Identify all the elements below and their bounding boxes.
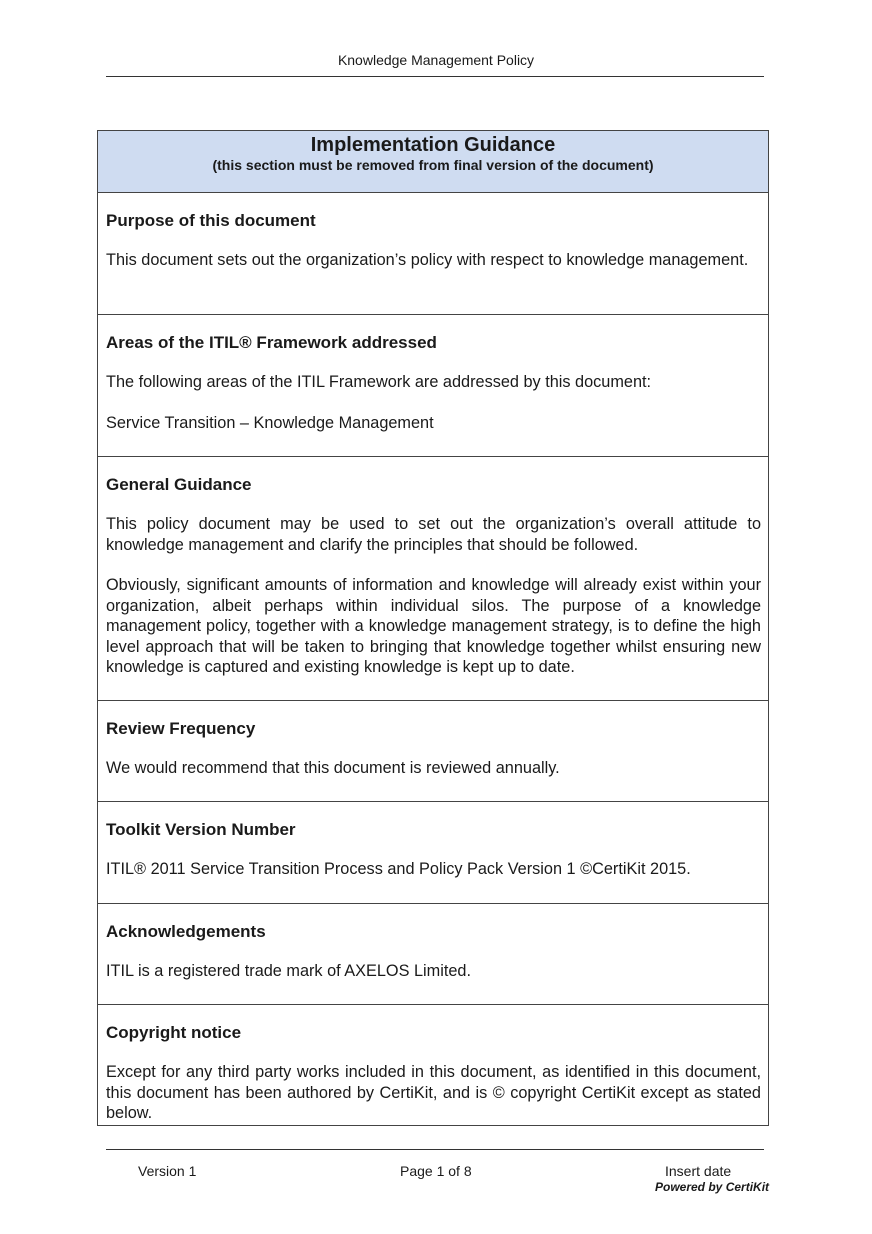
section-paragraph: ITIL is a registered trade mark of AXELOS Limited.	[106, 962, 471, 980]
section-toolkit-version	[98, 802, 768, 904]
guidance-header	[98, 131, 768, 193]
section-review-frequency	[98, 701, 768, 802]
section-paragraph: The following areas of the ITIL Framework are addressed by this document:	[106, 373, 652, 391]
section-heading: Review Frequency	[106, 719, 256, 738]
section-acknowledgements	[98, 904, 768, 1005]
document-header-title: Knowledge Management Policy	[337, 52, 535, 68]
guidance-title: Implementation Guidance	[310, 134, 556, 156]
header-divider	[106, 76, 764, 77]
footer-date: Insert date	[665, 1163, 732, 1179]
section-paragraph: Except for any third party works included in this document, as identified in this document, this document has been authored by CertiKit, and is © copyright CertiKit except as stated below.	[106, 1063, 761, 1122]
section-paragraph: Obviously, significant amounts of information and knowledge will already exist within your organization, albeit perhaps within individual silos. The purpose of a knowledge management policy, together with a knowledge management strategy, is to define the high level approach that will be taken to bringing that knowledge together whilst ensuring new knowledge is captured and existing knowledge is kept up to date.	[106, 576, 761, 676]
section-general-guidance	[98, 457, 768, 701]
footer-powered-by: Powered by CertiKit	[655, 1180, 770, 1194]
section-heading: Areas of the ITIL® Framework addressed	[106, 333, 437, 352]
footer-version: Version 1	[138, 1163, 197, 1179]
section-paragraph: This policy document may be used to set out the organization’s overall attitude to knowledge management and clarify the principles that should be followed.	[106, 515, 761, 554]
footer-divider	[106, 1149, 764, 1150]
section-paragraph: This document sets out the organization’s policy with respect to knowledge management.	[106, 251, 749, 269]
guidance-subtitle: (this section must be removed from final version of the document)	[212, 157, 654, 173]
section-heading: Toolkit Version Number	[106, 820, 296, 839]
section-itil-areas	[98, 315, 768, 457]
section-heading: Acknowledgements	[106, 922, 266, 941]
implementation-guidance-box	[97, 130, 769, 1126]
footer-page-number: Page 1 of 8	[400, 1163, 472, 1179]
section-paragraph: Service Transition – Knowledge Management	[106, 413, 434, 432]
section-heading: General Guidance	[106, 475, 252, 494]
section-purpose	[98, 193, 768, 315]
section-heading: Purpose of this document	[106, 211, 316, 230]
section-paragraph: ITIL® 2011 Service Transition Process and Policy Pack Version 1 ©CertiKit 2015.	[106, 860, 691, 878]
section-copyright	[98, 1005, 768, 1125]
section-paragraph: We would recommend that this document is reviewed annually.	[106, 759, 560, 777]
section-heading: Copyright notice	[106, 1023, 242, 1042]
